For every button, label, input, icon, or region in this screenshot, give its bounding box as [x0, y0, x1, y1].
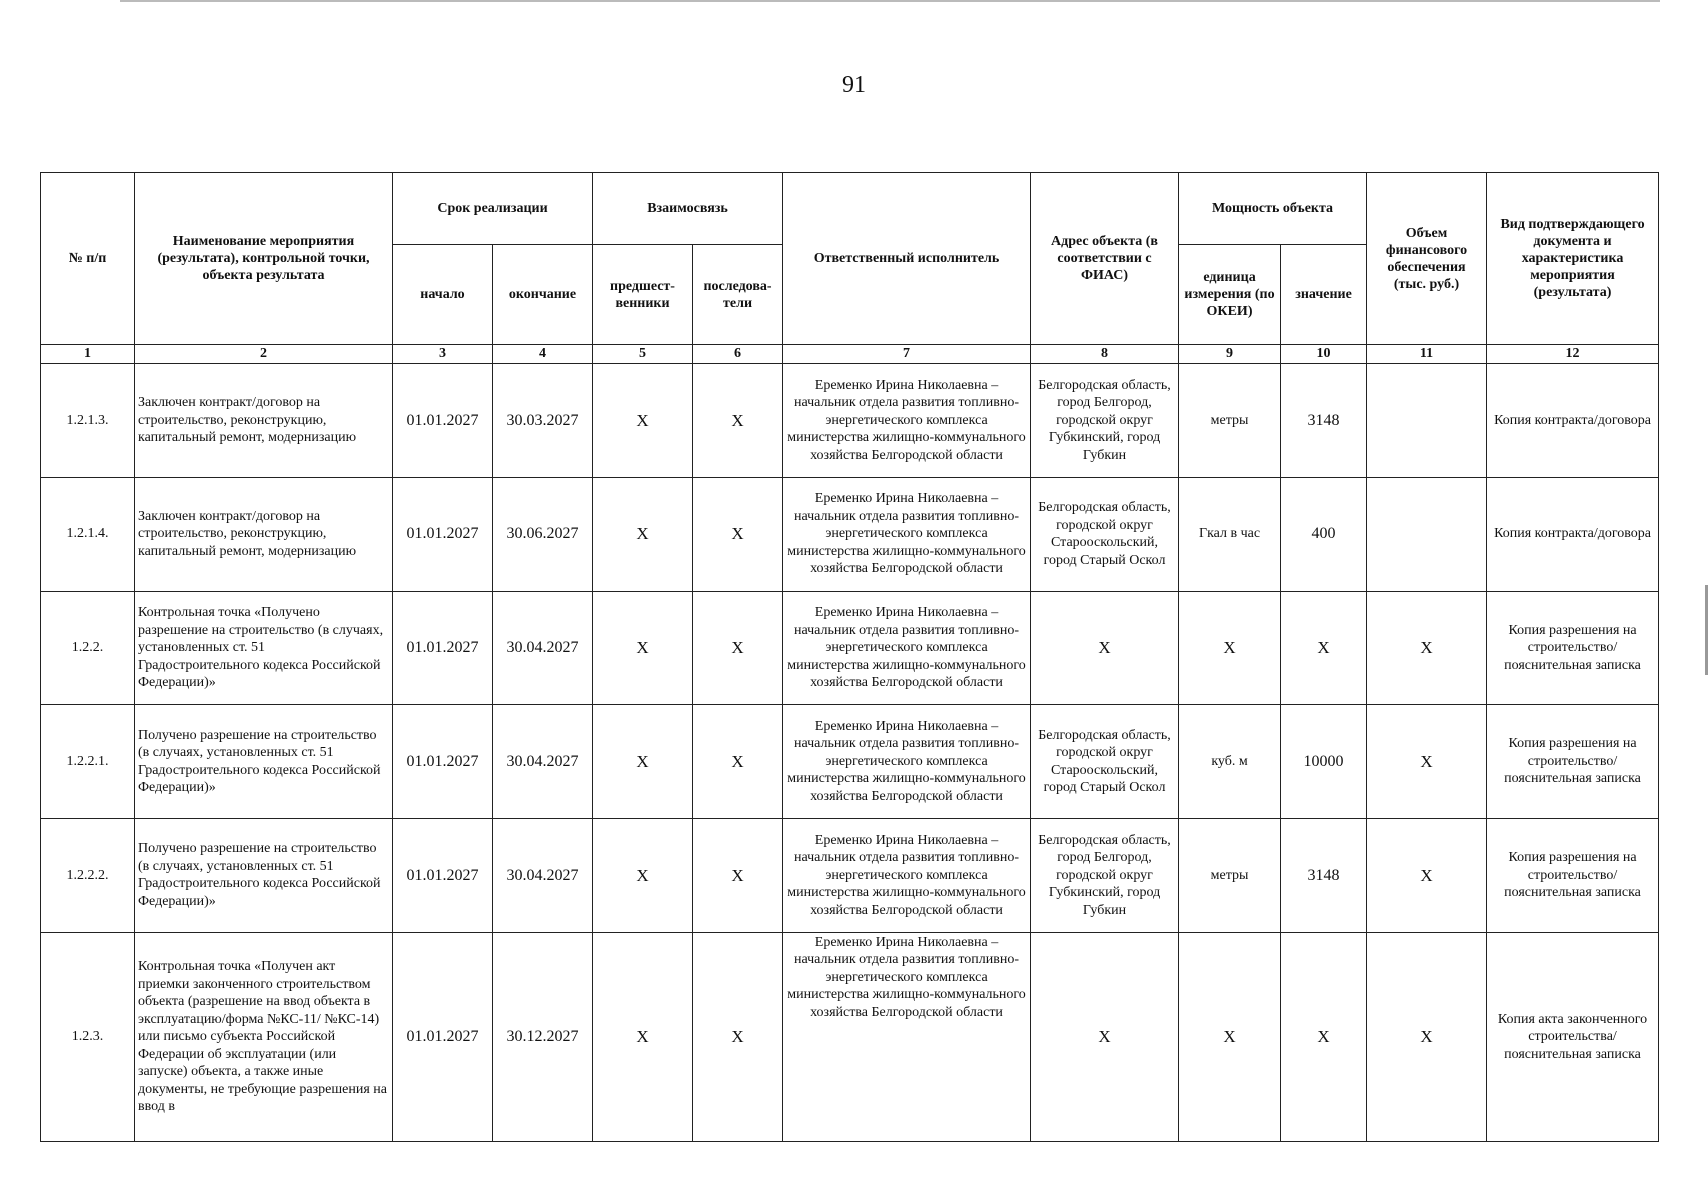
row-num: 1.2.2.	[41, 591, 135, 705]
row-next: X	[693, 477, 783, 591]
header-doc: Вид подтверждающего документа и характеристика мероприятия (результата)	[1487, 173, 1659, 345]
header-address: Адрес объекта (в соответствии с ФИАС)	[1031, 173, 1179, 345]
row-unit: X	[1179, 591, 1281, 705]
column-number: 1	[41, 345, 135, 364]
row-address: Белгородская область, город Белгород, городской округ Губкинский, город Губкин	[1031, 364, 1179, 478]
row-address: Белгородская область, городской округ Старооскольский, город Старый Оскол	[1031, 477, 1179, 591]
header-term: Срок реализации	[393, 173, 593, 245]
row-name: Контрольная точка «Получен акт приемки законченного строительством объекта (разрешение на ввод объекта в эксплуатацию/форма №КС-11/ №КС-14) или письмо субъекта Российской Федерации об эксплуатации (или запуске) объекта, а также иные документы, не требующие разрешения на ввод в	[135, 932, 393, 1141]
row-value: 10000	[1281, 705, 1367, 819]
table-row	[41, 477, 1659, 591]
header-capacity: Мощность объекта	[1179, 173, 1367, 245]
table-row	[41, 819, 1659, 933]
row-responsible: Еременко Ирина Николаевна – начальник отдела развития топливно-энергетического комплекса министерства жилищно-коммунального хозяйства Белгородской области	[783, 364, 1031, 478]
column-number: 8	[1031, 345, 1179, 364]
row-responsible: Еременко Ирина Николаевна – начальник отдела развития топливно-энергетического комплекса министерства жилищно-коммунального хозяйства Белгородской области	[783, 705, 1031, 819]
header-num: № п/п	[41, 173, 135, 345]
column-numbers-row	[41, 345, 1659, 364]
column-number: 5	[593, 345, 693, 364]
row-name: Заключен контракт/договор на строительство, реконструкцию, капитальный ремонт, модернизацию	[135, 477, 393, 591]
row-end: 30.04.2027	[493, 705, 593, 819]
row-unit: куб. м	[1179, 705, 1281, 819]
table-row	[41, 364, 1659, 478]
column-number: 11	[1367, 345, 1487, 364]
row-responsible: Еременко Ирина Николаевна – начальник отдела развития топливно-энергетического комплекса министерства жилищно-коммунального хозяйства Белгородской области	[783, 819, 1031, 933]
row-num: 1.2.1.4.	[41, 477, 135, 591]
header-finance: Объем финансового обеспечения (тыс. руб.)	[1367, 173, 1487, 345]
row-address: X	[1031, 591, 1179, 705]
column-number: 9	[1179, 345, 1281, 364]
row-value: X	[1281, 591, 1367, 705]
row-finance: X	[1367, 591, 1487, 705]
row-name: Контрольная точка «Получено разрешение на строительство (в случаях, установленных ст. 51 Градостроительного кодекса Российской Федерации)»	[135, 591, 393, 705]
header-link: Взаимосвязь	[593, 173, 783, 245]
row-doc: Копия контракта/договора	[1487, 364, 1659, 478]
header-name: Наименование мероприятия (результата), контрольной точки, объекта результата	[135, 173, 393, 345]
row-num: 1.2.3.	[41, 932, 135, 1141]
row-responsible: Еременко Ирина Николаевна – начальник отдела развития топливно-энергетического комплекса министерства жилищно-коммунального хозяйства Белгородской области	[783, 591, 1031, 705]
row-end: 30.12.2027	[493, 932, 593, 1141]
row-address: Белгородская область, городской округ Старооскольский, город Старый Оскол	[1031, 705, 1179, 819]
row-start: 01.01.2027	[393, 705, 493, 819]
scan-top-edge	[120, 0, 1660, 2]
row-doc: Копия контракта/договора	[1487, 477, 1659, 591]
plan-table	[40, 172, 1659, 1142]
row-finance	[1367, 364, 1487, 478]
row-responsible: Еременко Ирина Николаевна – начальник отдела развития топливно-энергетического комплекса министерства жилищно-коммунального хозяйства Белгородской области	[783, 932, 1031, 1141]
row-start: 01.01.2027	[393, 591, 493, 705]
row-value: 400	[1281, 477, 1367, 591]
row-address: X	[1031, 932, 1179, 1141]
row-prev: X	[593, 932, 693, 1141]
table-row	[41, 932, 1659, 1141]
header-responsible: Ответственный исполнитель	[783, 173, 1031, 345]
row-start: 01.01.2027	[393, 819, 493, 933]
table-row	[41, 705, 1659, 819]
column-number: 4	[493, 345, 593, 364]
row-unit: метры	[1179, 819, 1281, 933]
header-row-top	[41, 173, 1659, 245]
header-link-prev: предшест-венники	[593, 245, 693, 345]
row-start: 01.01.2027	[393, 477, 493, 591]
column-number: 2	[135, 345, 393, 364]
row-finance: X	[1367, 819, 1487, 933]
row-unit: X	[1179, 932, 1281, 1141]
row-value: 3148	[1281, 364, 1367, 478]
column-number: 3	[393, 345, 493, 364]
header-value: значение	[1281, 245, 1367, 345]
row-doc: Копия разрешения на строительство/ пояснительная записка	[1487, 705, 1659, 819]
row-prev: X	[593, 477, 693, 591]
header-unit: единица измерения (по ОКЕИ)	[1179, 245, 1281, 345]
row-prev: X	[593, 591, 693, 705]
row-finance: X	[1367, 932, 1487, 1141]
column-number: 6	[693, 345, 783, 364]
header-term-end: окончание	[493, 245, 593, 345]
row-name: Получено разрешение на строительство (в случаях, установленных ст. 51 Градостроительного кодекса Российской Федерации)»	[135, 819, 393, 933]
row-prev: X	[593, 819, 693, 933]
header-term-start: начало	[393, 245, 493, 345]
row-responsible: Еременко Ирина Николаевна – начальник отдела развития топливно-энергетического комплекса министерства жилищно-коммунального хозяйства Белгородской области	[783, 477, 1031, 591]
row-next: X	[693, 591, 783, 705]
table-row	[41, 591, 1659, 705]
row-finance	[1367, 477, 1487, 591]
row-start: 01.01.2027	[393, 364, 493, 478]
row-num: 1.2.2.2.	[41, 819, 135, 933]
column-number: 7	[783, 345, 1031, 364]
row-unit: Гкал в час	[1179, 477, 1281, 591]
row-start: 01.01.2027	[393, 932, 493, 1141]
row-finance: X	[1367, 705, 1487, 819]
header-link-next: последова-тели	[693, 245, 783, 345]
row-end: 30.06.2027	[493, 477, 593, 591]
row-doc: Копия акта законченного строительства/ пояснительная записка	[1487, 932, 1659, 1141]
row-prev: X	[593, 364, 693, 478]
row-end: 30.04.2027	[493, 819, 593, 933]
row-unit: метры	[1179, 364, 1281, 478]
row-name: Заключен контракт/договор на строительство, реконструкцию, капитальный ремонт, модернизацию	[135, 364, 393, 478]
row-value: X	[1281, 932, 1367, 1141]
row-doc: Копия разрешения на строительство/ пояснительная записка	[1487, 819, 1659, 933]
row-address: Белгородская область, город Белгород, городской округ Губкинский, город Губкин	[1031, 819, 1179, 933]
row-num: 1.2.2.1.	[41, 705, 135, 819]
row-next: X	[693, 819, 783, 933]
row-end: 30.04.2027	[493, 591, 593, 705]
column-number: 10	[1281, 345, 1367, 364]
row-end: 30.03.2027	[493, 364, 593, 478]
row-next: X	[693, 364, 783, 478]
row-doc: Копия разрешения на строительство/ пояснительная записка	[1487, 591, 1659, 705]
column-number: 12	[1487, 345, 1659, 364]
row-prev: X	[593, 705, 693, 819]
row-next: X	[693, 705, 783, 819]
row-name: Получено разрешение на строительство (в случаях, установленных ст. 51 Градостроительного кодекса Российской Федерации)»	[135, 705, 393, 819]
page-number: 91	[842, 72, 866, 98]
row-num: 1.2.1.3.	[41, 364, 135, 478]
row-value: 3148	[1281, 819, 1367, 933]
row-next: X	[693, 932, 783, 1141]
